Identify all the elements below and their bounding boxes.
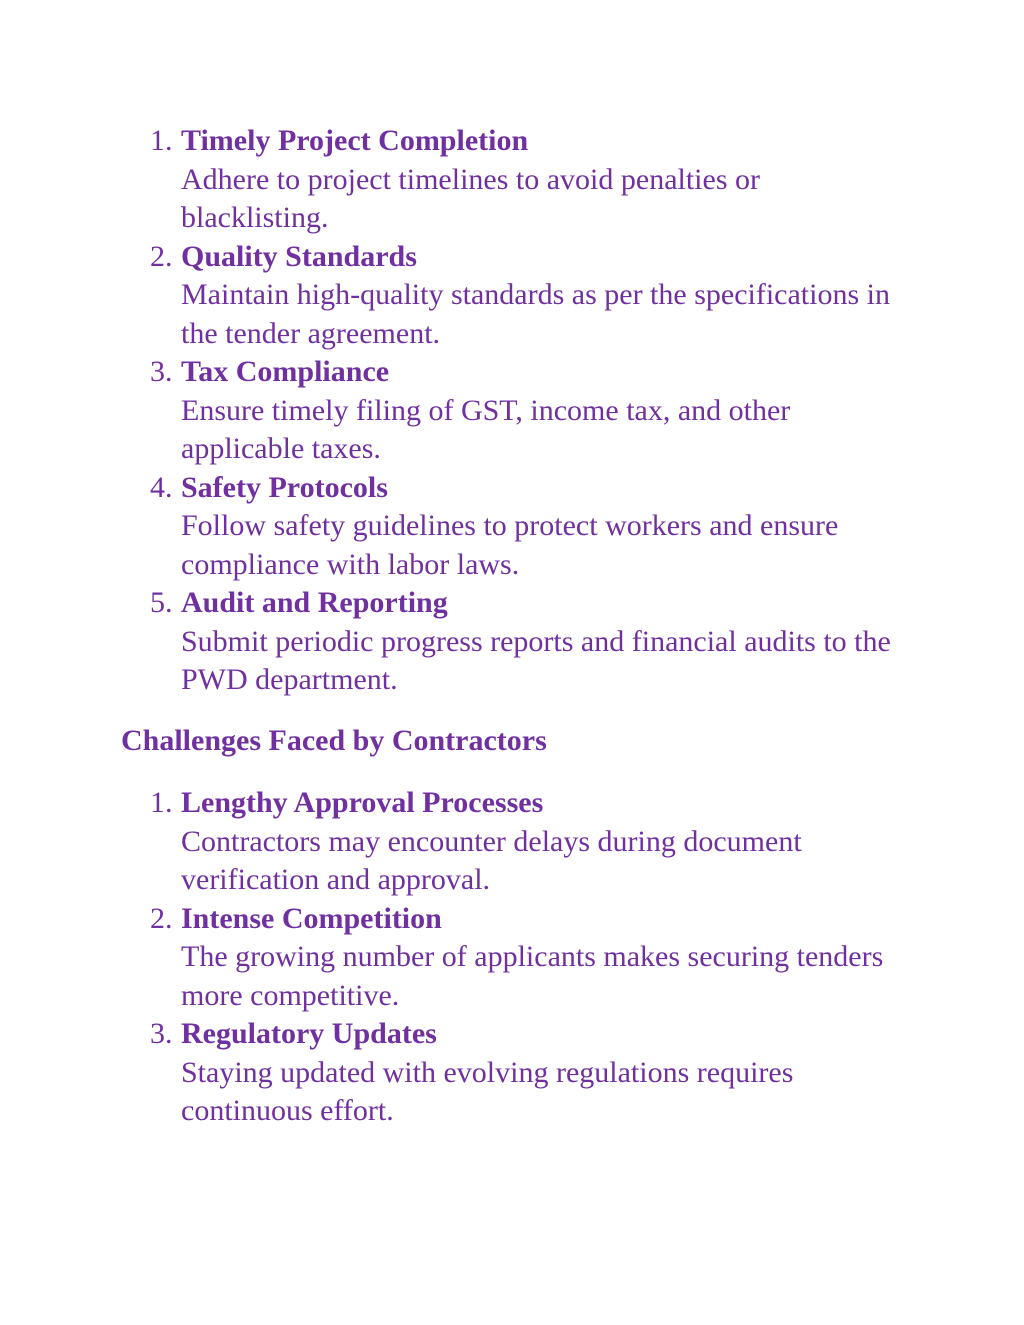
list-item-text: Maintain high-quality standards as per the specifications in the tender agreement. xyxy=(181,278,890,350)
list-item-text: Contractors may encounter delays during document verification and approval. xyxy=(181,824,802,896)
list-number: 3. xyxy=(150,355,173,388)
list-item-title: Safety Protocols xyxy=(181,470,388,504)
list-item-text: Adhere to project timelines to avoid penalties or blacklisting. xyxy=(181,162,760,234)
list-item-title: Audit and Reporting xyxy=(181,586,448,619)
list-item-text: Follow safety guidelines to protect workers and ensure compliance with labor laws. xyxy=(181,509,839,581)
list-number: 5. xyxy=(150,586,173,619)
list-item xyxy=(0,900,901,1016)
list-item-title: Quality Standards xyxy=(181,239,417,273)
responsibilities-list xyxy=(0,122,901,700)
list-item-title: Regulatory Updates xyxy=(181,1017,437,1050)
list-item xyxy=(0,784,901,900)
list-item-title: Tax Compliance xyxy=(181,355,390,388)
list-item-title: Lengthy Approval Processes xyxy=(181,786,544,819)
list-number: 2. xyxy=(150,901,173,935)
list-item-text: Staying updated with evolving regulations requires continuous effort. xyxy=(181,1055,794,1127)
list-item xyxy=(0,122,901,238)
list-item-text: Submit periodic progress reports and financial audits to the PWD department. xyxy=(181,624,891,696)
list-number: 4. xyxy=(150,470,173,504)
list-number: 1. xyxy=(150,124,173,157)
list-item xyxy=(0,238,901,354)
list-item xyxy=(0,584,901,700)
list-item-title: Timely Project Completion xyxy=(181,124,529,157)
list-item-text: The growing number of applicants makes securing tenders more competitive. xyxy=(181,940,884,1012)
list-item-text: Ensure timely filing of GST, income tax, and other applicable taxes. xyxy=(181,393,791,465)
list-item-title: Intense Competition xyxy=(181,901,442,935)
list-number: 3. xyxy=(150,1017,173,1050)
section-heading: Challenges Faced by Contractors xyxy=(121,724,547,757)
challenges-list xyxy=(0,784,901,1131)
list-item xyxy=(0,1015,901,1131)
list-item xyxy=(0,469,901,585)
list-number: 1. xyxy=(150,786,173,819)
list-number: 2. xyxy=(150,239,173,273)
list-item xyxy=(0,353,901,469)
